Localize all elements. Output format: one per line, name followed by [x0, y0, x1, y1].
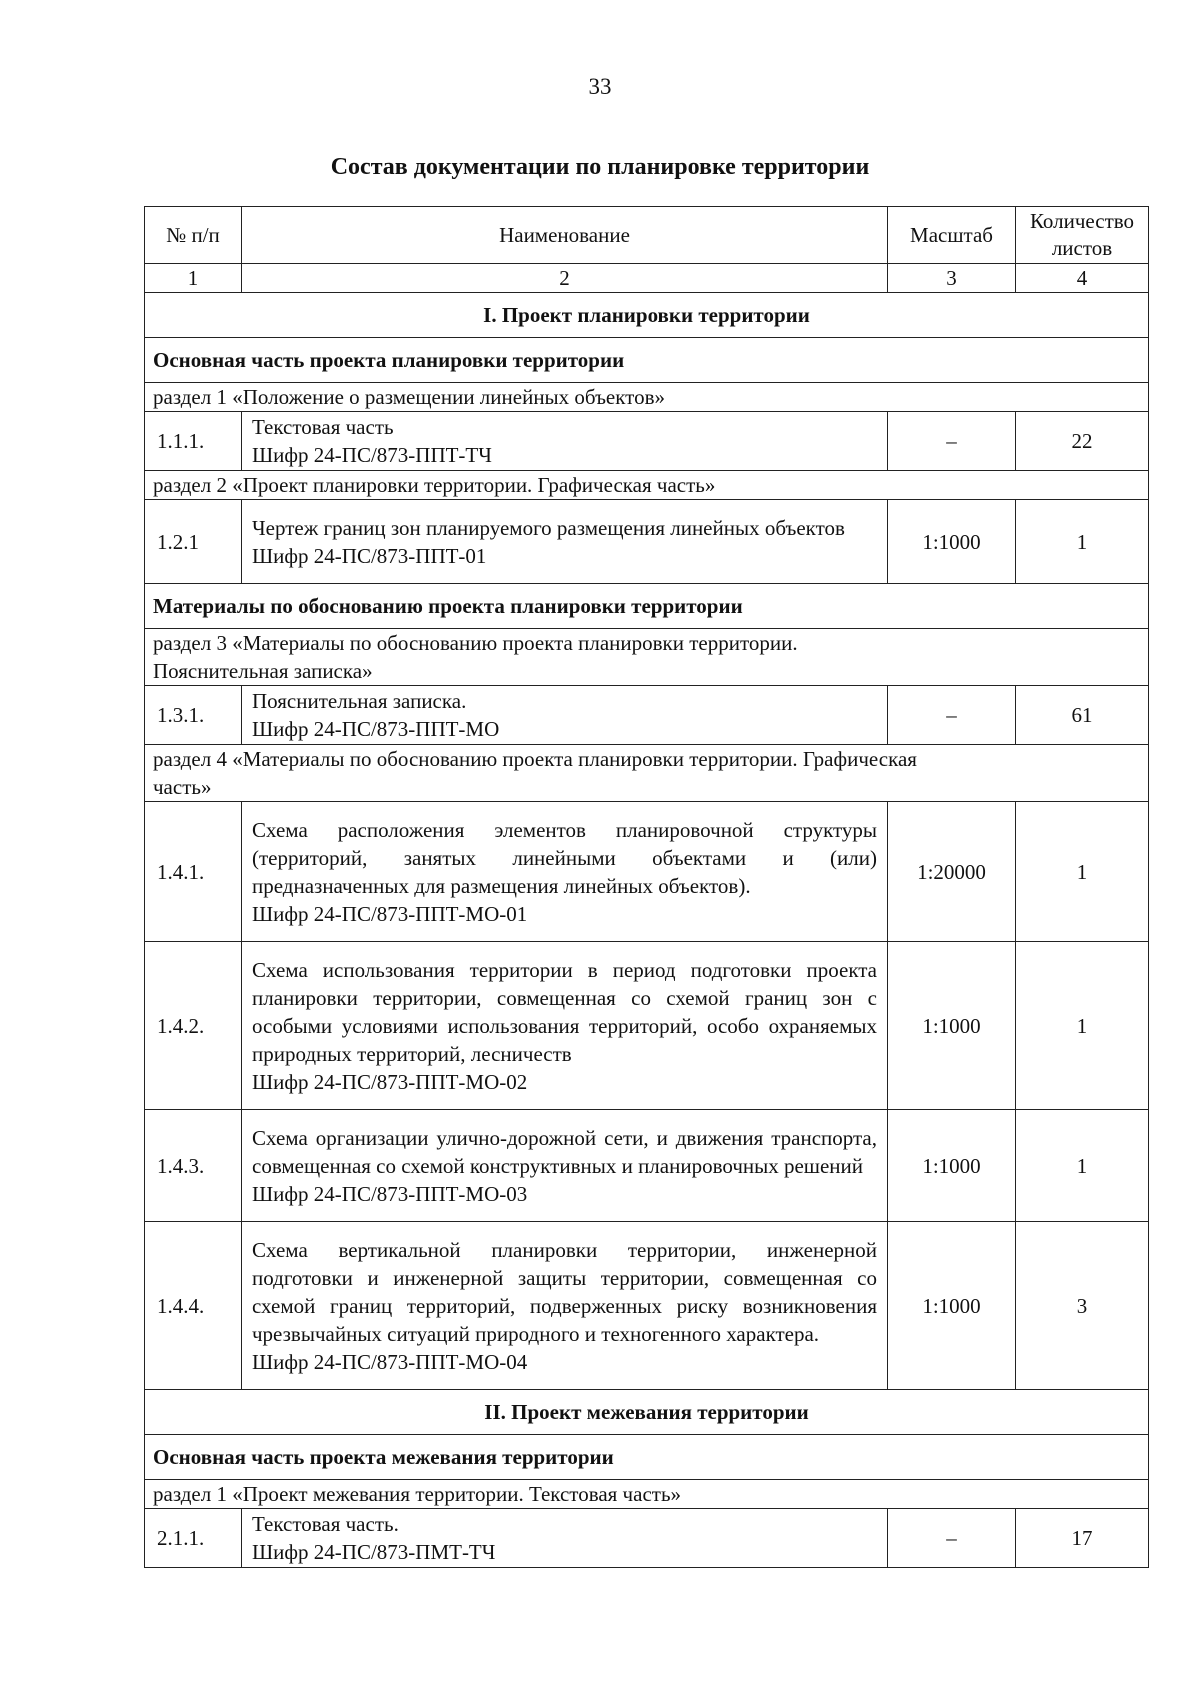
section-row	[145, 745, 1149, 802]
part-heading-row	[145, 1390, 1149, 1435]
item-number: 1.4.1.	[145, 802, 242, 942]
item-number: 1.4.4.	[145, 1222, 242, 1390]
section-title: раздел 1 «Положение о размещении линейных объектов»	[145, 383, 1149, 412]
section-title: раздел 1 «Проект межевания территории. Текстовая часть»	[145, 1480, 1149, 1509]
item-name-cell	[242, 412, 888, 471]
item-scale: –	[888, 686, 1016, 745]
section-row	[145, 1480, 1149, 1509]
item-scale: 1:20000	[888, 802, 1016, 942]
item-name-cell	[242, 1222, 888, 1390]
item-scale: 1:1000	[888, 1222, 1016, 1390]
item-name: Схема организации улично-дорожной сети, и движения транспорта, совмещенная со схемой конструктивных и планировочных решений	[252, 1125, 877, 1178]
section-row	[145, 383, 1149, 412]
section-title: раздел 4 «Материалы по обоснованию проекта планировки территории. Графическая часть»	[145, 745, 1149, 802]
column-index: 3	[888, 264, 1016, 293]
item-name-cell	[242, 686, 888, 745]
header-name: Наименование	[242, 207, 888, 264]
item-cipher: Шифр 24-ПС/873-ППТ-01	[252, 543, 487, 568]
item-sheet-count: 1	[1016, 802, 1149, 942]
item-name: Схема использования территории в период подготовки проекта планировки территории, совмещенная со схемой границ зон с особыми условиями использования территорий, особо охраняемых природных территорий, лесничеств	[252, 957, 877, 1066]
item-cipher: Шифр 24-ПС/873-ПМТ-ТЧ	[252, 1540, 496, 1564]
item-name: Текстовая часть	[252, 415, 394, 439]
table-row	[145, 802, 1149, 942]
item-sheet-count: 61	[1016, 686, 1149, 745]
item-scale: 1:1000	[888, 942, 1016, 1110]
section-row	[145, 629, 1149, 686]
item-name-cell	[242, 802, 888, 942]
item-sheet-count: 1	[1016, 942, 1149, 1110]
document-title: Состав документации по планировке территории	[330, 154, 870, 180]
item-sheet-count: 17	[1016, 1509, 1149, 1568]
column-index-row	[145, 264, 1149, 293]
column-index: 4	[1016, 264, 1149, 293]
table-row	[145, 942, 1149, 1110]
item-scale: –	[888, 1509, 1016, 1568]
item-name: Схема вертикальной планировки территории, инженерной подготовки и инженерной защиты территории, совмещенная со схемой границ территорий, подверженных риску возникновения чрезвычайных ситуаций природного и техногенного характера.	[252, 1237, 877, 1346]
table-row	[145, 412, 1149, 471]
item-scale: –	[888, 412, 1016, 471]
item-sheet-count: 1	[1016, 500, 1149, 584]
table-header-row	[145, 207, 1149, 264]
subpart-heading-row	[145, 1435, 1149, 1480]
item-name: Пояснительная записка.	[252, 689, 467, 713]
item-cipher: Шифр 24-ПС/873-ППТ-МО	[252, 717, 500, 741]
item-number: 1.2.1	[145, 500, 242, 584]
subpart-heading-row	[145, 338, 1149, 383]
section-row	[145, 471, 1149, 500]
item-name: Текстовая часть.	[252, 1512, 399, 1536]
section-title: раздел 2 «Проект планировки территории. Графическая часть»	[145, 471, 1149, 500]
item-scale: 1:1000	[888, 500, 1016, 584]
documentation-table	[144, 206, 1149, 1568]
item-cipher: Шифр 24-ПС/873-ППТ-МО-04	[252, 1349, 528, 1374]
item-cipher: Шифр 24-ПС/873-ППТ-ТЧ	[252, 443, 492, 467]
part-heading: I. Проект планировки территории	[145, 293, 1149, 338]
item-cipher: Шифр 24-ПС/873-ППТ-МО-03	[252, 1181, 528, 1206]
item-sheet-count: 22	[1016, 412, 1149, 471]
item-number: 1.4.2.	[145, 942, 242, 1110]
item-name: Чертеж границ зон планируемого размещения линейных объектов	[252, 515, 845, 540]
subpart-heading: Основная часть проекта межевания территории	[145, 1435, 1149, 1480]
part-heading: II. Проект межевания территории	[145, 1390, 1149, 1435]
section-title: раздел 3 «Материалы по обоснованию проекта планировки территории. Пояснительная записка»	[145, 629, 1149, 686]
table-row	[145, 1110, 1149, 1222]
header-count: Количество листов	[1016, 207, 1149, 264]
item-sheet-count: 3	[1016, 1222, 1149, 1390]
page-number: 33	[588, 74, 612, 99]
item-number: 1.4.3.	[145, 1110, 242, 1222]
item-scale: 1:1000	[888, 1110, 1016, 1222]
item-sheet-count: 1	[1016, 1110, 1149, 1222]
item-number: 1.1.1.	[145, 412, 242, 471]
item-name-cell	[242, 500, 888, 584]
header-num: № п/п	[145, 207, 242, 264]
part-heading-row	[145, 293, 1149, 338]
item-name-cell	[242, 1110, 888, 1222]
item-number: 1.3.1.	[145, 686, 242, 745]
item-name: Схема расположения элементов планировочной структуры (территорий, занятых линейными объектами и (или) предназначенных для размещения линейных объектов).	[252, 817, 877, 898]
column-index: 1	[145, 264, 242, 293]
column-index: 2	[242, 264, 888, 293]
item-name-cell	[242, 1509, 888, 1568]
table-row	[145, 1509, 1149, 1568]
item-number: 2.1.1.	[145, 1509, 242, 1568]
subpart-heading: Материалы по обоснованию проекта планировки территории	[145, 584, 1149, 629]
item-name-cell	[242, 942, 888, 1110]
subpart-heading: Основная часть проекта планировки территории	[145, 338, 1149, 383]
item-cipher: Шифр 24-ПС/873-ППТ-МО-02	[252, 1069, 528, 1094]
header-scale: Масштаб	[888, 207, 1016, 264]
table-row	[145, 500, 1149, 584]
item-cipher: Шифр 24-ПС/873-ППТ-МО-01	[252, 901, 528, 926]
table-row	[145, 686, 1149, 745]
subpart-heading-row	[145, 584, 1149, 629]
table-row	[145, 1222, 1149, 1390]
